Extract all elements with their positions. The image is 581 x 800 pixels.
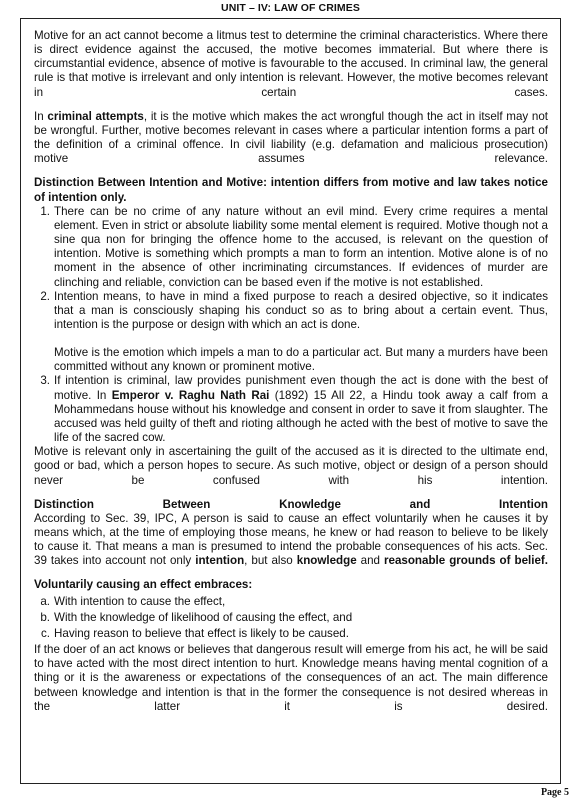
list-item: [40, 374, 548, 445]
heading-intention-vs-motive: Distinction Between Intention and Motive: intention differs from motive and law takes notice of intention only.: [34, 176, 548, 204]
text-run: (1892) 15 All 22, a Hindu took away a calf from a Mohammedans house without his knowledge and consent in order to save it from slaughter. The accused was held guilty of theft and rioting although he acted with the best of motive to save the life of the sacred cow.: [54, 388, 548, 445]
list-letter: c.: [40, 626, 50, 640]
list-letter: a.: [40, 594, 50, 608]
text-run: , it is the motive which makes the act wrongful though the act in itself may not be wrongful. Further, motive becomes relevant in cases where a particular intention forms a part of the definition of a criminal offence. In civil liability (e.g. defamation and malicious prosecution) motive assumes relevance.: [34, 109, 549, 166]
page-number: Page 5: [540, 787, 569, 798]
text-run: and: [356, 554, 384, 568]
document-body: [34, 29, 548, 714]
list-number: 2.: [40, 289, 50, 303]
heading-knowledge-vs-intention: Distinction Between Knowledge and Intention: [34, 497, 548, 511]
bold-term-intention: intention: [195, 554, 245, 568]
text-run: According to Sec. 39, IPC, A person is said to cause an effect voluntarily when he causes it by means which, at the time of employing those means, he knew or had reason to believe to be likely to cause it. That means a man is presumed to intend the probable consequences of his acts. Sec. 39 takes into account not only: [34, 511, 548, 568]
case-name: Emperor v. Raghu Nath Rai: [111, 388, 270, 402]
list-item: [40, 289, 548, 375]
left-border: [20, 19, 21, 783]
numbered-list: [34, 205, 548, 446]
list-item: [40, 626, 548, 641]
list-item-text: Having reason to believe that effect is likely to be caused.: [54, 626, 349, 640]
bold-term-criminal-attempts: criminal attempts: [47, 109, 144, 123]
list-item-text: With the knowledge of likelihood of causing the effect, and: [54, 610, 353, 624]
text-run: If intention is criminal, law provides punishment even though the act is done with the best of motive. In: [54, 374, 548, 402]
footer-rule: [20, 783, 561, 784]
text-run: In: [34, 109, 48, 123]
list-item: [40, 204, 548, 290]
list-number: 1.: [40, 204, 50, 218]
paragraph-criminal-attempts: [34, 110, 548, 167]
list-number: 3.: [40, 374, 50, 388]
header-rule: [20, 18, 561, 19]
text-run: , but also: [244, 554, 297, 568]
paragraph-knowledge-definition: If the doer of an act knows or believes that dangerous result will emerge from his act, he will be said to have acted with the most direct intention to hurt. Knowledge means having mental cognition of a thing or it is the awareness or expectations of the consequences of an act. The main difference between knowledge and intention is that in the former the consequence is not desired whereas in the latter it is desired.: [34, 643, 548, 713]
list-item-continuation: Motive is the emotion which impels a man to do a particular act. But many a murders have been committed without any known or prominent motive.: [54, 346, 548, 374]
list-item-text: With intention to cause the effect,: [54, 594, 226, 608]
paragraph-motive-relevance: Motive is relevant only in ascertaining the guilt of the accused as it is directed to the ultimate end, good or bad, which a person hopes to secure. As such motive, object or design of a person should never be confused with his intention.: [34, 445, 548, 487]
page-header: UNIT – IV: LAW OF CRIMES: [221, 2, 360, 14]
right-border: [560, 19, 561, 783]
heading-voluntarily-causing: Voluntarily causing an effect embraces:: [34, 578, 253, 592]
list-letter: b.: [40, 610, 50, 624]
bold-term-knowledge: knowledge: [296, 554, 357, 568]
lettered-list: [34, 595, 548, 641]
paragraph-sec-39: [34, 512, 548, 569]
list-item-text: Intention means, to have in mind a fixed purpose to reach a desired objective, so it indicates that a man is consciously shaping his conduct so as to bring about a certain event. Thus, intention is the purpose or design with which an act is done.: [54, 289, 548, 331]
list-item-text: There can be no crime of any nature without an evil mind. Every crime requires a mental element. Even in strict or absolute liability some mental element is required. Motive though not a sine qua non for bringing the offence home to the accused, is relevant on the question of intention. Motive is something which prompts a man to form an intention. Motive alone is of no moment in the absence of other incriminating circumstances. If evidences of murder are clinching and reliable, conviction can be based even if the motive is not established.: [54, 204, 548, 289]
list-item: [40, 594, 548, 609]
bold-term-reasonable-grounds: reasonable grounds of belief.: [384, 554, 548, 568]
list-item: [40, 610, 548, 625]
paragraph-motive-litmus: Motive for an act cannot become a litmus test to determine the criminal characteristics. Where there is direct evidence against the accused, the motive becomes immaterial. But where there is circumstantial evidence, absence of motive is favourable to the accused. In criminal law, the general rule is that motive is irrelevant and only intention is relevant. However, the motive becomes relevant in certain cases.: [34, 29, 548, 99]
